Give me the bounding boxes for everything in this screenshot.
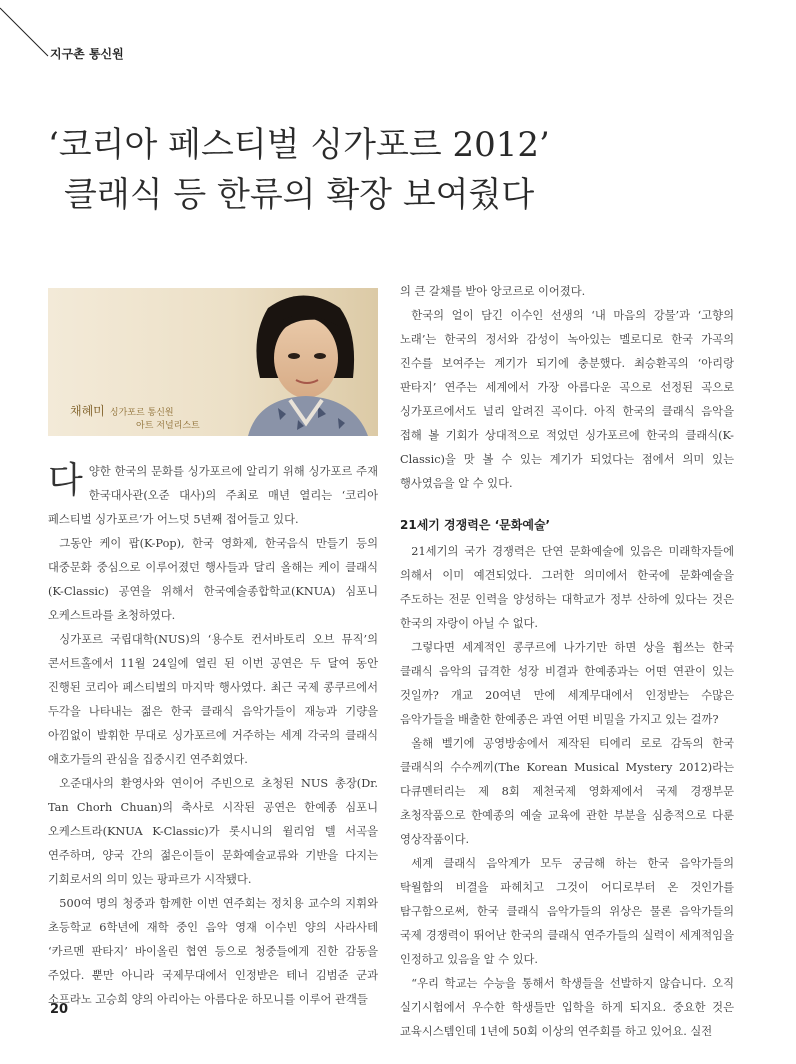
author-caption (70, 400, 200, 431)
author-role: 싱가포르 통신원 (109, 408, 174, 418)
article-paragraph (48, 460, 378, 532)
article-headline (48, 120, 768, 220)
article-paragraph: 500여 명의 청중과 함께한 이번 연주회는 정치용 교수의 지휘와 초등학교 6학년에 재학 중인 음악 영재 이수빈 양의 사라사테 ‘카르멘 판타지’ 바이올린 협연 등으로 청중들에게 진한 감동을 주었다. 뿐만 아니라 국제무대에서 인정받은 테너 김범준 군과 소프라노 고승희 양의 아리아는 아름다운 하모니를 이루어 관객들 (48, 897, 378, 1006)
headline-line-2: 클래식 등 한류의 확장 보여줬다 (64, 175, 535, 215)
article-column-left (48, 460, 378, 1012)
article-paragraph: 올해 벨기에 공영방송에서 제작된 티에리 로로 감독의 한국 클래식의 수수께끼(The Korean Musical Mystery 2012)라는 다큐멘터리는 제 8회 제천국제 영화제에서 국제 경쟁부문 초청작품으로 한예종의 예술 교육에 관한 부분을 심층적으로 다룬 영상작품이다. (400, 737, 734, 846)
article-paragraph: 한국의 얼이 담긴 이수인 선생의 ‘내 마음의 강물’과 ‘고향의 노래’는 한국의 정서와 감성이 녹아있는 멜로디로 한국 가곡의 진수를 보여주는 계기가 되기에 충분했다. 최승환곡의 ‘아리랑 판타지’ 연주는 세계에서 가장 아름다운 곡으로 선정된 곡으로 싱가포르에서도 널리 알려진 곡이다. 아직 한국의 클래식 음악을 접해 볼 기회가 상대적으로 적었던 싱가포르에 한국의 클래식(K-Classic)을 맛 볼 수 있는 계기가 되었다는 점에서 의미 있는 행사였음을 알 수 있다. (400, 309, 734, 490)
author-name: 채혜미 (70, 404, 105, 418)
author-photo-box (48, 288, 378, 436)
article-paragraph: 오준대사의 환영사와 연이어 주빈으로 초청된 NUS 총장(Dr. Tan Chorh Chuan)의 축사로 시작된 공연은 한예종 심포니 오케스트라(KNUA K-Classic)가 롯시니의 윌리엄 텔 서곡을 연주하며, 양국 간의 젊은이들이 문화예술교류와 기반을 다지는 기회로서의 의미 있는 팡파르가 시작됐다. (48, 777, 378, 886)
drop-cap: 다 (48, 460, 83, 501)
article-paragraph: 의 큰 갈채를 받아 앙코르로 이어졌다. (400, 285, 586, 298)
article-column-right (400, 280, 734, 1044)
article-paragraph: “우리 학교는 수능을 통해서 학생들을 선발하지 않습니다. 오직 실기시험에서 우수한 학생들만 입학을 하게 되지요. 중요한 것은 교육시스템인데 1년에 50회 이상의 연주회를 하고 있어요. 실전 (400, 977, 734, 1038)
page-number: 20 (50, 1002, 69, 1017)
section-label: 지구촌 통신원 (50, 47, 124, 61)
article-paragraph: 싱가포르 국립대학(NUS)의 ‘용수토 컨서바토리 오브 뮤직’의 콘서트홀에서 11월 24일에 열린 된 이번 공연은 두 달여 동안 진행된 코리아 페스티벌의 마지막 행사였다. 최근 국제 콩쿠르에서 두각을 나타내는 젊은 한국 클래식 음악가들이 재능과 기량을 아낌없이 발휘한 무대로 싱가포르에 거주하는 세계 각국의 클래식 애호가들의 관심을 집중시킨 연주회였다. (48, 633, 378, 766)
article-paragraph: 21세기의 국가 경쟁력은 단연 문화예술에 있음은 미래학자들에 의해서 이미 예견되었다. 그러한 의미에서 한국에 문화예술을 주도하는 전문 인력을 양성하는 대학교가 정부 산하에 있다는 것은 한국의 자랑이 아닐 수 없다. (400, 545, 734, 630)
article-paragraph: 세계 클래식 음악계가 모두 궁금해 하는 한국 음악가들의 탁월함의 비결을 파헤치고 그것이 어디로부터 온 것인가를 탐구함으로써, 한국 클래식 음악가들의 위상은 물론 음악가들의 국제 경쟁력이 뛰어난 한국의 클래식 연주가들의 실력이 세계적임을 인정하고 있음을 알 수 있다. (400, 857, 734, 966)
article-paragraph: 그동안 케이 팝(K-Pop), 한국 영화제, 한국음식 만들기 등의 대중문화 중심으로 이루어졌던 행사들과 달리 올해는 케이 클래식(K-Classic) 공연을 위해서 한국예술종합학교(KNUA) 심포니 오케스트라를 초청하였다. (48, 537, 378, 622)
article-paragraph: 그렇다면 세계적인 콩쿠르에 나가기만 하면 상을 휩쓰는 한국 클래식 음악의 급격한 성장 비결과 한예종과는 어떤 연관이 있는 것일까? 개교 20여년 만에 세계무대에서 인정받는 수많은 음악가들을 배출한 한예종은 과연 어떤 비밀을 가지고 있는 걸까? (400, 641, 734, 726)
headline-line-1: ‘코리아 페스티벌 싱가포르 2012’ (48, 125, 550, 165)
article-subheading: 21세기 경쟁력은 ‘문화예술’ (400, 518, 551, 532)
article-paragraph-text: 양한 한국의 문화를 싱가포르에 알리기 위해 싱가포르 주재 한국대사관(오준 대사)의 주최로 매년 열리는 ‘코리아 페스티벌 싱가포르’가 어느덧 5년째 접어들고 있다. (48, 465, 378, 526)
author-role-secondary: 아트 저널리스트 (136, 421, 200, 431)
author-portrait-image (228, 288, 378, 436)
